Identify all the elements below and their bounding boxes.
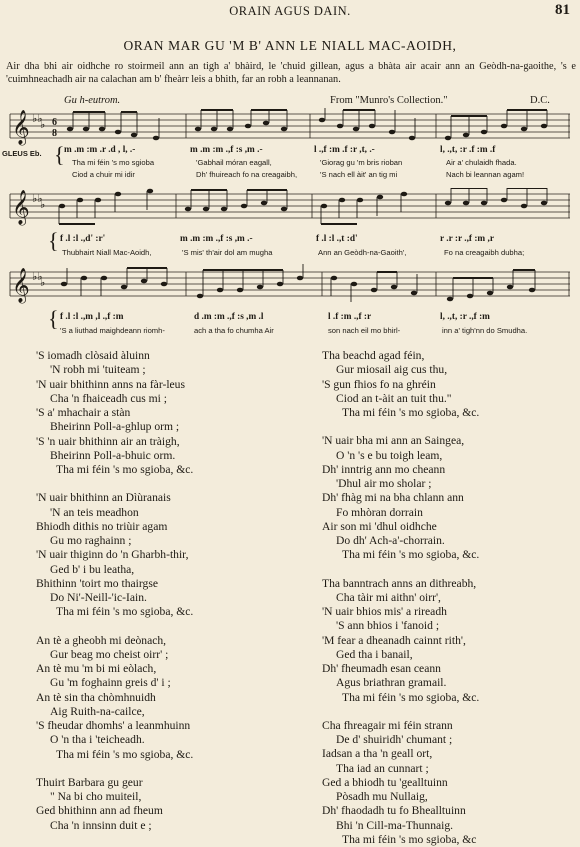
source-attribution: From "Munro's Collection." — [330, 95, 448, 106]
verse-refrain: Tha mi féin 's mo sgioba, &c. — [342, 690, 480, 704]
solfa-r3-b1: f .l :l .,m ,l .,f :m — [60, 312, 124, 322]
lyric-r1-l1-b4: Air a' chulaidh fhada. — [446, 158, 517, 167]
verse-line: 'M fear a dheanadh cainnt rith', — [322, 633, 466, 647]
verse-line: Bhiodh dithis no triùir agam — [36, 519, 168, 533]
verse-line: 'Dhul air mo sholar ; — [336, 477, 432, 490]
solfa-r2-b3: f .l :l .,t :d' — [316, 234, 358, 244]
verse-line: O 'n tha i 'teicheadh. — [50, 733, 145, 747]
system-brace-1: { — [54, 142, 65, 167]
verse-line: Ged tha i banail, — [336, 647, 413, 661]
music-staff-3 — [0, 262, 580, 308]
verse-2 — [36, 491, 193, 619]
verse-line: 'N robh mi 'tuiteam ; — [50, 363, 146, 377]
verse-line: Tha banntrach anns an dithreabh, — [322, 576, 477, 590]
page-number: 81 — [555, 2, 570, 18]
verse-line: 'N uair bha mi ann an Saingea, — [322, 434, 465, 448]
key-label: GLEUS Eb. — [2, 149, 42, 158]
lyric-r3-b3: son nach eil mo bhirl- — [328, 326, 401, 335]
lyric-r2-b4: Fo na creagaibh dubha; — [444, 248, 525, 257]
verse-line: Cha 'n fhaiceadh cus mi ; — [50, 391, 168, 405]
verse-line: Gur beag mo cheist oirr' ; — [50, 647, 169, 661]
svg-text:♭♭: ♭♭ — [32, 271, 43, 283]
verse-line: Gur miosail aig cus thu, — [336, 363, 448, 377]
verse-refrain: Tha mi féin 's mo sgioba, &c. — [56, 605, 194, 619]
solfa-r1-b4: l, .,t, :r .f :m .f — [440, 145, 496, 155]
verse-line: 'S ann bhios i 'fanoid ; — [336, 619, 440, 633]
verse-line: Air son mi 'dhul oidhche — [322, 519, 437, 533]
verse-line: 'S a' mhachair a stàn — [36, 406, 131, 419]
verse-line: Bhithinn 'toirt mo thairgse — [36, 576, 158, 590]
verse-line: 'S fheudar dhomhs' a leanmhuinn — [36, 719, 191, 732]
solfa-r2-b4: r .r :r .,f :m ,r — [440, 234, 494, 244]
verse-line: Ged a bhiodh tu 'gealltuinn — [322, 775, 448, 789]
lyric-r3-b2: ach a tha fo chumha Air — [194, 326, 274, 335]
da-capo-marking: D.C. — [530, 95, 550, 106]
verse-line: Cha fhreagair mi féin strann — [322, 718, 453, 732]
verse-refrain: Tha mi féin 's mo sgioba, &c. — [342, 406, 480, 419]
verse-line: Ged bhithinn ann ad fheum — [36, 804, 163, 818]
verse-line: Gu 'm foghainn greis d' i ; — [50, 676, 171, 690]
svg-text:♭♭: ♭♭ — [32, 193, 43, 205]
song-title: ORAN MAR GU 'M B' ANN LE NIALL MAC-AOIDH, — [123, 38, 457, 53]
verses-left-column — [36, 349, 193, 833]
verse-5 — [322, 349, 479, 420]
verse-line: 'N uair bhios mis' a rireadh — [322, 605, 447, 618]
verse-line: Agus briathran gramail. — [336, 676, 447, 690]
verse-line: Fo mhòran dorrain — [336, 505, 423, 519]
music-staff-1 — [0, 108, 580, 148]
verse-line: Pòsadh mu Nullaig, — [336, 790, 428, 803]
verse-line: Tha iad an cunnart ; — [336, 761, 429, 775]
lyric-r1-l2-b2: Dh' fhuireach fo na creagaibh, — [196, 170, 298, 179]
verse-line: An tè a gheobh mi deònach, — [36, 633, 167, 647]
svg-text:♭: ♭ — [40, 277, 46, 289]
verse-6 — [322, 434, 479, 562]
verse-line: Dh' fheumadh esan ceann — [322, 662, 441, 675]
svg-text:𝄞: 𝄞 — [12, 111, 30, 144]
verse-line: " Na bi cho muiteil, — [50, 790, 142, 803]
verse-line: Thuirt Barbara gu geur — [36, 775, 143, 789]
solfa-r3-b2: d .m :m .,f :s ,m .l — [194, 312, 264, 322]
verse-line: 'N uair bhithinn an Dìùranais — [36, 491, 171, 505]
lyric-r1-l2-b4: Nach bi leannan agam! — [446, 170, 525, 179]
svg-text:♭: ♭ — [40, 199, 46, 211]
lyric-r1-l1-b2: 'Gabhail móran eagall, — [196, 158, 272, 167]
verse-refrain: Tha mi féin 's mo sgioba, &c. — [56, 463, 194, 476]
svg-text:𝄞: 𝄞 — [12, 269, 30, 302]
verse-line: An tè sin tha chòmhnuidh — [36, 690, 156, 704]
solfa-r3-b3: l .f :m .,f :r — [328, 312, 372, 322]
verse-line: Ged b' i bu leatha, — [50, 562, 135, 576]
verse-4 — [36, 776, 193, 833]
solfa-r2-b1: f .l :l .,d' :r' — [60, 234, 106, 244]
verse-line: Ciod an t-àit an tuit thu." — [336, 391, 452, 405]
verse-refrain: Tha mi féin 's mo sgioba, &c. — [56, 747, 194, 761]
svg-text:𝄞: 𝄞 — [12, 191, 30, 224]
verse-7 — [322, 577, 479, 705]
verse-line: 'S iomadh clòsaid àluinn — [36, 349, 150, 362]
lyric-r2-b3: Ann an Geòdh-na-Gaoith', — [318, 248, 407, 257]
verse-line: Dh' inntrig ann mo cheann — [322, 462, 446, 476]
solfa-r1-b3: l .,f :m .f :r ,t, .- — [314, 145, 375, 155]
verse-1 — [36, 349, 193, 477]
verse-line: 'S gun fhios fo na ghréin — [322, 377, 436, 391]
verse-line: 'N uair thiginn do 'n Gharbh-thir, — [36, 548, 189, 562]
verse-line: An tè mu 'm bi mi eòlach, — [36, 662, 157, 675]
verses-right-column — [322, 349, 479, 847]
svg-text:♭: ♭ — [40, 119, 46, 131]
lyric-r3-b1: 'S a liuthad maighdeann riomh- — [60, 326, 165, 335]
verse-line: 'N uair bhithinn anns na fàr-leus — [36, 377, 185, 391]
lyric-r2-b1: Thubhairt Niall Mac-Aoidh, — [62, 248, 152, 257]
tempo-marking: Gu h-eutrom. — [64, 95, 121, 106]
lyric-r1-l1-b1: Tha mi féin 's mo sgioba — [72, 158, 155, 167]
verse-line: Gu mo raghainn ; — [50, 534, 132, 547]
running-title: ORAIN AGUS DAIN. — [229, 4, 351, 18]
lyric-r3-b4: inn a' tigh'nn do Smudha. — [442, 326, 528, 335]
verse-line: 'S 'n uair bhithinn air an tràigh, — [36, 434, 180, 448]
verse-line: O 'n 's e bu toigh leam, — [336, 448, 443, 462]
svg-text:6: 6 — [52, 117, 57, 128]
verse-8 — [322, 719, 479, 847]
svg-text:♭♭: ♭♭ — [32, 113, 43, 125]
verse-line: Bheirinn Poll-a-bhuic orm. — [50, 448, 176, 462]
verse-line: Dh' fhaodadh tu fo Bhealltuinn — [322, 804, 466, 818]
system-brace-3: { — [48, 306, 59, 331]
lyric-r2-b2: 'S mis' th'air dol am mugha — [182, 248, 273, 257]
svg-text:8: 8 — [52, 128, 57, 139]
solfa-r1-b2: m .m :m .,f :s ,m .- — [190, 145, 263, 155]
verse-line: Do dh' Ach-a'-chorrain. — [336, 534, 445, 547]
solfa-r2-b2: m .m :m .,f :s ,m .- — [180, 234, 253, 244]
verse-refrain: Tha mi féin 's mo sgioba, &c — [342, 832, 477, 846]
verse-line: Bheirinn Poll-a-ghlup orm ; — [50, 420, 180, 434]
solfa-r1-b1: m .m :m .r .d , l, .- — [64, 145, 136, 155]
system-brace-2: { — [48, 228, 59, 253]
song-intro: Air dha bhi air oidhche ro stoirmeil ann an tigh a' bhàird, le 'chuid gillean, agus a bhàta air acair ann an Geòdh-na-gaoithe, 's e 'cuimhneachadh air na calachan am b' fheàrr leis a bhith, far an robh a leannanan. — [6, 61, 576, 85]
verse-line: Tha beachd agad féin, — [322, 349, 425, 362]
lyric-r1-l2-b1: Ciod a chuir mi idir — [72, 170, 135, 179]
verse-line: 'N an teis meadhon — [50, 505, 139, 519]
verse-refrain: Tha mi féin 's mo sgioba, &c. — [342, 548, 480, 562]
verse-line: Aig Ruith-na-cailce, — [50, 704, 145, 718]
solfa-r3-b4: l, .,t, :r .,f :m — [440, 312, 490, 322]
verse-line: Do Ni'-Neill-'ic-Iain. — [50, 591, 147, 604]
verse-line: Bhi 'n Cill-ma-Thunnaig. — [336, 818, 454, 832]
music-staff-2 — [0, 188, 580, 228]
verse-line: Cha 'n innsinn duit e ; — [50, 818, 152, 832]
verse-line: Cha tàir mi aithn' oirr', — [336, 590, 441, 604]
verse-line: Iadsan a tha 'n geall ort, — [322, 747, 433, 761]
lyric-r1-l1-b3: 'Giorag gu 'm bris rioban — [320, 158, 403, 167]
lyric-r1-l2-b3: 'S nach ell àit' an tig mi — [320, 170, 398, 179]
verse-line: Dh' fhàg mi na bha chlann ann — [322, 491, 464, 505]
verse-3 — [36, 634, 193, 762]
verse-line: De d' shuiridh' chumant ; — [336, 733, 453, 746]
